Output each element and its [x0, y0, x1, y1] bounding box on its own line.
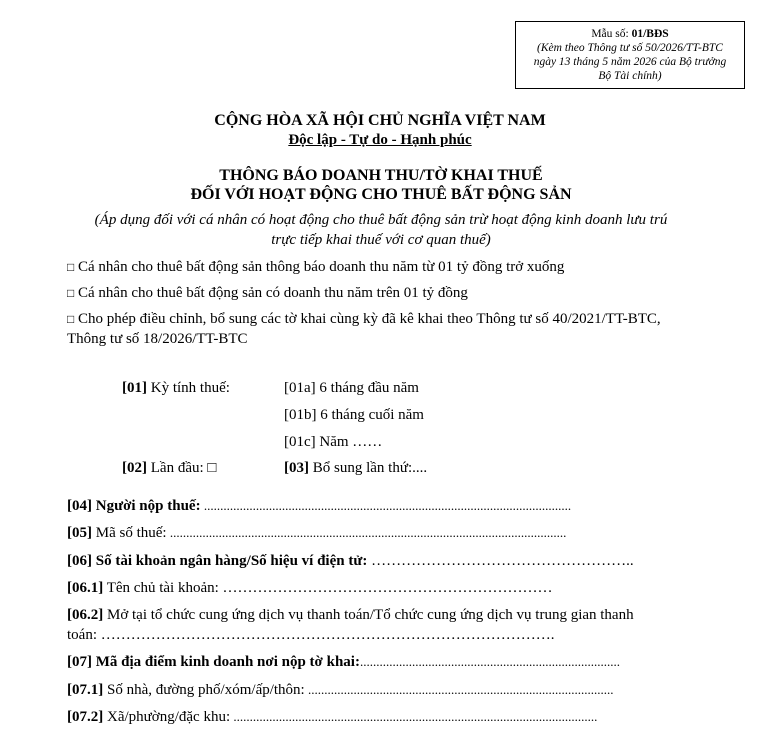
form-number-box	[515, 21, 745, 89]
field-code: [03]	[284, 460, 309, 476]
field-bank-account[interactable]	[67, 553, 634, 570]
field-code: [04]	[67, 498, 92, 514]
field-code: [07.2]	[67, 709, 104, 725]
field-code: [06]	[67, 553, 92, 569]
form-reference-line-2: ngày 13 tháng 5 năm 2026 của Bộ trưởng	[533, 56, 727, 68]
field-tax-code[interactable]	[67, 525, 566, 542]
field-label: Mở tại tổ chức cung ứng dịch vụ thanh toán/Tổ chức cung ứng dịch vụ trung gian thanh	[103, 607, 634, 623]
fill-line[interactable]: ..........................................................................................................................	[166, 525, 567, 540]
tax-period-option-01a[interactable]: [01a] 6 tháng đầu năm	[284, 380, 419, 396]
field-code: [07]	[67, 654, 92, 670]
form-reference-line-1: (Kèm theo Thông tư số 50/2026/TT-BTC	[537, 42, 723, 54]
tax-period-option-01c[interactable]: [01c] Năm ……	[284, 434, 383, 450]
document-title-line-1: THÔNG BÁO DOANH THU/TỜ KHAI THUẾ	[219, 167, 543, 184]
field-payment-provider-fill[interactable]: toán: ……………………………………………………………………………….	[67, 627, 555, 643]
field-label: Số tài khoản ngân hàng/Số hiệu ví điện tử:	[92, 553, 368, 569]
fill-line[interactable]: ................................................................................	[359, 654, 620, 669]
field-label: Mã số thuế:	[92, 525, 167, 541]
form-reference-line-3: Bộ Tài chính)	[598, 70, 662, 82]
fill-line[interactable]: ……………………………………………..	[367, 553, 634, 569]
fill-line[interactable]: ................................................................................................................	[230, 709, 598, 724]
field-street-address[interactable]	[67, 682, 613, 699]
field-taxpayer[interactable]	[67, 498, 571, 515]
field-code: [02]	[122, 460, 147, 476]
field-label: Bổ sung lần thứ:....	[309, 460, 428, 476]
field-label: Xã/phường/đặc khu:	[103, 709, 231, 725]
checkbox-icon[interactable]: □	[67, 260, 75, 274]
first-time-checkbox[interactable]	[122, 460, 216, 477]
option-amend-declarations-cont: Thông tư số 18/2026/TT-BTC	[67, 331, 248, 347]
field-code: [07.1]	[67, 682, 104, 698]
field-code: [05]	[67, 525, 92, 541]
field-label: Kỳ tính thuế:	[147, 380, 230, 396]
fill-line[interactable]: ..............................................................................................	[304, 682, 614, 697]
option-revenue-under-1-billion[interactable]	[67, 259, 564, 276]
national-motto-wrap	[0, 132, 761, 149]
field-ward[interactable]	[67, 709, 597, 726]
field-label: Số nhà, đường phố/xóm/ấp/thôn:	[103, 682, 305, 698]
field-label: Mã địa điểm kinh doanh nơi nộp tờ khai:	[92, 654, 360, 670]
field-business-location-code[interactable]	[67, 654, 620, 671]
country-name: CỘNG HÒA XÃ HỘI CHỦ NGHĨA VIỆT NAM	[214, 112, 546, 129]
option-amend-declarations[interactable]	[67, 311, 661, 328]
checkbox-icon[interactable]: □	[67, 286, 75, 300]
form-number: 01/BĐS	[631, 28, 669, 40]
field-label: Lần đầu: □	[147, 460, 217, 476]
scope-note-line-1: (Áp dụng đối với cá nhân có hoạt động cho thuê bất động sản trừ hoạt động kinh doanh lưu trú	[94, 212, 668, 228]
tax-period-option-01b[interactable]: [01b] 6 tháng cuối năm	[284, 407, 424, 423]
field-label: Tên chủ tài khoản:	[103, 580, 219, 596]
option-revenue-over-1-billion[interactable]	[67, 285, 468, 302]
national-motto: Độc lập - Tự do - Hạnh phúc	[288, 132, 472, 148]
fill-line[interactable]: …………………………………………………………	[218, 580, 553, 596]
option-label: Cá nhân cho thuê bất động sản thông báo doanh thu năm từ 01 tỷ đồng trở xuống	[74, 259, 565, 275]
form-number-line	[516, 27, 744, 41]
field-code: [01]	[122, 380, 147, 396]
document-title-line-2: ĐỐI VỚI HOẠT ĐỘNG CHO THUÊ BẤT ĐỘNG SẢN	[190, 186, 572, 203]
fill-line[interactable]: .................................................................................................................	[200, 498, 572, 513]
form-number-prefix: Mẫu số:	[591, 28, 632, 40]
tax-period-label	[122, 380, 230, 397]
field-payment-provider[interactable]	[67, 607, 634, 624]
option-label: Cho phép điều chỉnh, bổ sung các tờ khai cùng kỳ đã kê khai theo Thông tư số 40/2021/TT-BTC,	[74, 311, 661, 327]
field-code: [06.2]	[67, 607, 104, 623]
field-account-holder[interactable]	[67, 580, 553, 597]
option-label: Cá nhân cho thuê bất động sản có doanh thu năm trên 01 tỷ đồng	[74, 285, 468, 301]
scope-note-line-2: trực tiếp khai thuế với cơ quan thuế)	[271, 232, 491, 248]
supplement-number-field[interactable]	[284, 460, 427, 477]
field-code: [06.1]	[67, 580, 104, 596]
checkbox-icon[interactable]: □	[67, 312, 75, 326]
field-label: Người nộp thuế:	[92, 498, 201, 514]
